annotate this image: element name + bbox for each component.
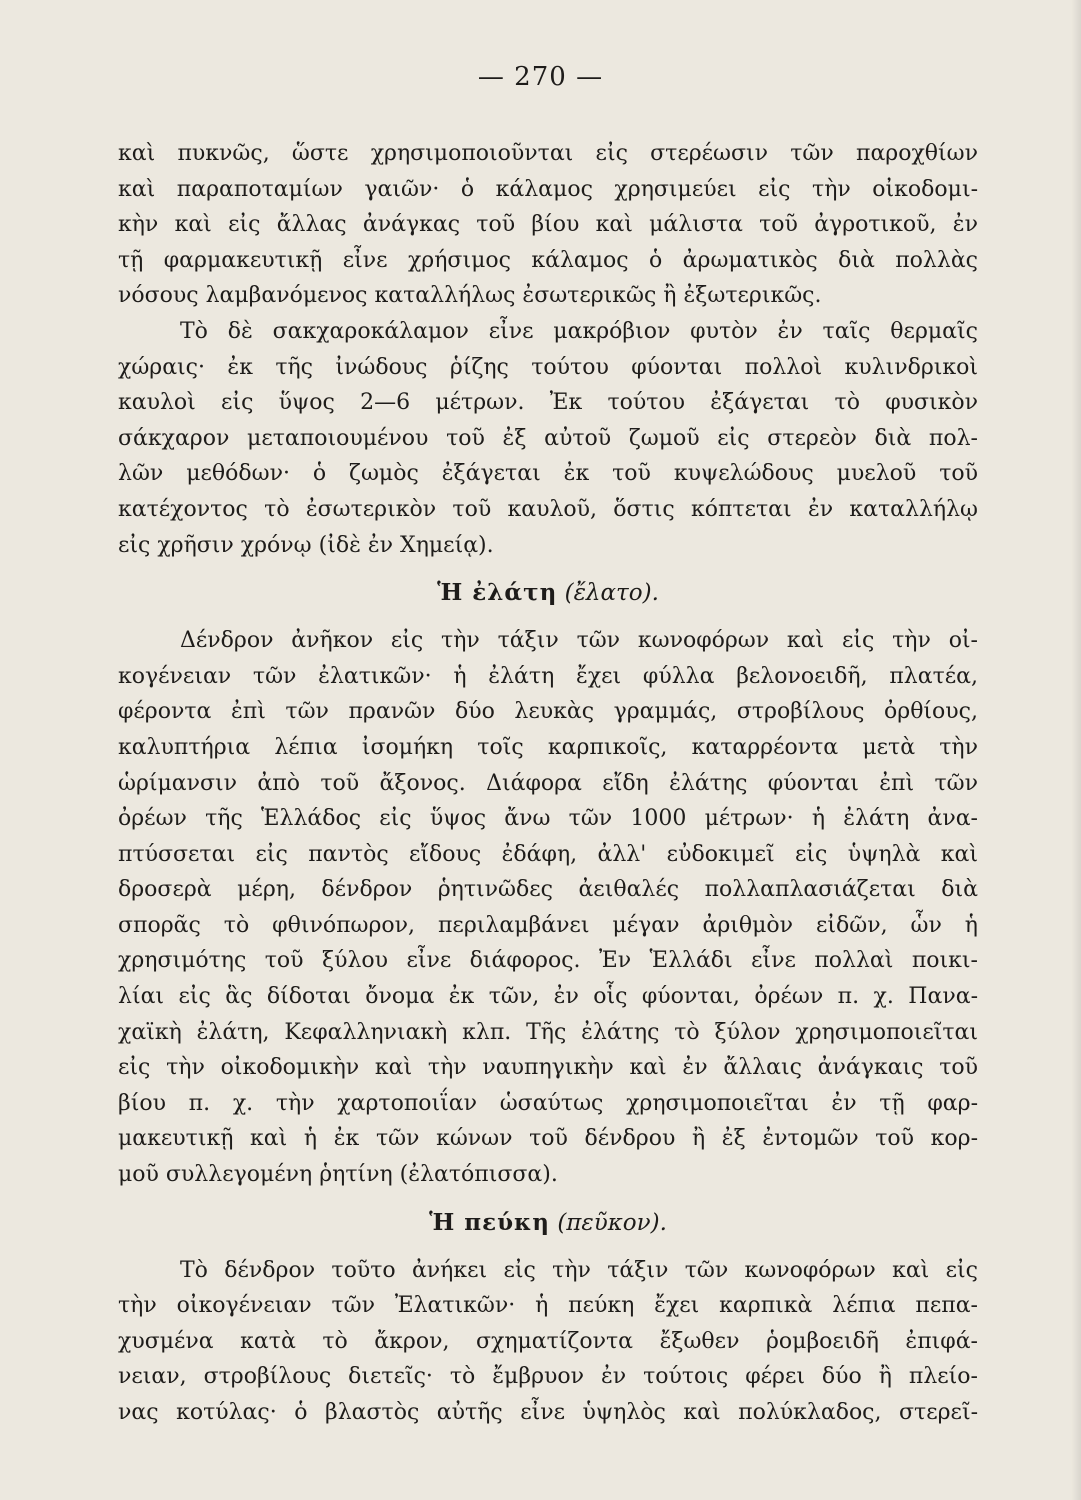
text-line: λίαι εἰς ἃς δίδοται ὄνομα ἐκ τῶν, ἐν οἷς φύονται, ὀρέων π. χ. Πανα- bbox=[118, 984, 978, 1010]
text-line: ὀρέων τῆς Ἑλλάδος εἰς ὕψος ἄνω τῶν 1000 μέτρων· ἡ ἐλάτη ἀνα- bbox=[118, 806, 978, 832]
heading-title: Ἡ ἐλάτη bbox=[437, 579, 558, 607]
text-line: πτύσσεται εἰς παντὸς εἴδους ἐδάφη, ἀλλ' εὐδοκιμεῖ εἰς ὑψηλὰ καὶ bbox=[118, 841, 978, 867]
page-edge-shadow bbox=[1071, 0, 1081, 1500]
page-number: — 270 — bbox=[477, 62, 604, 92]
heading-title: Ἡ πεύκη bbox=[429, 1208, 550, 1236]
text-line: καλυπτήρια λέπια ἰσομήκη τοῖς καρπικοῖς, καταρρέοντα μετὰ τὴν bbox=[118, 734, 978, 760]
text-line: κατέχοντος τὸ ἐσωτερικὸν τοῦ καυλοῦ, ὅστις κόπτεται ἐν καταλλήλῳ bbox=[118, 496, 978, 522]
text-line: φέροντα ἐπὶ τῶν πρανῶν δύο λευκὰς γραμμάς, στροβίλους ὀρθίους, bbox=[118, 699, 978, 725]
heading-subtitle: (πεῦκον). bbox=[557, 1209, 667, 1236]
text-line: χυσμένα κατὰ τὸ ἄκρον, σχηματίζοντα ἔξωθεν ῥομβοειδῆ ἐπιφά- bbox=[118, 1328, 978, 1354]
paragraph-peuki bbox=[118, 1253, 978, 1431]
text-line: κογένειαν τῶν ἐλατικῶν· ἡ ἐλάτη ἔχει φύλλα βελονοειδῆ, πλατέα, bbox=[118, 663, 978, 689]
paragraph-sakcharokalamon bbox=[118, 314, 978, 563]
section-heading-peuki bbox=[118, 1193, 978, 1253]
text-line: Τὸ δὲ σακχαροκάλαμον εἶνε μακρόβιον φυτὸν ἐν ταῖς θερμαῖς bbox=[180, 318, 978, 344]
text-line: ὡρίμανσιν ἀπὸ τοῦ ἄξονος. Διάφορα εἴδη ἐλάτης φύονται ἐπὶ τῶν bbox=[118, 770, 978, 796]
paragraph-elati bbox=[118, 623, 978, 1193]
text-line: εἰς τὴν οἰκοδομικὴν καὶ τὴν ναυπηγικὴν καὶ ἐν ἄλλαις ἀνάγκαις τοῦ bbox=[118, 1055, 978, 1081]
paragraph-kalamos bbox=[118, 136, 978, 314]
text-line: χώραις· ἐκ τῆς ἰνώδους ῥίζης τούτου φύονται πολλοὶ κυλινδρικοὶ bbox=[118, 354, 978, 380]
text-line: καὶ παραποταμίων γαιῶν· ὁ κάλαμος χρησιμεύει εἰς τὴν οἰκοδομι- bbox=[118, 176, 978, 202]
text-line: σάκχαρον μεταποιουμένου τοῦ ἐξ αὐτοῦ ζωμοῦ εἰς στερεὸν διὰ πολ- bbox=[118, 425, 978, 451]
text-line: νειαν, στροβίλους διετεῖς· τὸ ἔμβρυον ἐν τούτοις φέρει δύο ἢ πλείο- bbox=[118, 1364, 978, 1390]
text-line: νας κοτύλας· ὁ βλαστὸς αὐτῆς εἶνε ὑψηλὸς καὶ πολύκλαδος, στερεῖ- bbox=[118, 1400, 978, 1425]
text-line: δροσερὰ μέρη, δένδρον ῥητινῶδες ἀειθαλές πολλαπλασιάζεται διὰ bbox=[118, 877, 978, 903]
text-line: λῶν μεθόδων· ὁ ζωμὸς ἐξάγεται ἐκ τοῦ κυψελώδους μυελοῦ τοῦ bbox=[118, 461, 978, 487]
text-line: καυλοὶ εἰς ὕψος 2—6 μέτρων. Ἐκ τούτου ἐξάγεται τὸ φυσικὸν bbox=[118, 390, 978, 416]
text-line: εἰς χρῆσιν χρόνῳ (ἰδὲ ἐν Χημείᾳ). bbox=[118, 532, 494, 558]
heading-subtitle: (ἔλατο). bbox=[564, 580, 659, 607]
text-line: νόσους λαμβανόμενος καταλλήλως ἐσωτερικῶς ἢ ἐξωτερικῶς. bbox=[118, 283, 822, 309]
text-line: μοῦ συλλεγομένη ῥητίνη (ἐλατόπισσα). bbox=[118, 1162, 558, 1188]
text-line: Δένδρον ἀνῆκον εἰς τὴν τάξιν τῶν κωνοφόρων καὶ εἰς τὴν οἰ- bbox=[180, 628, 978, 654]
text-line: σπορᾶς τὸ φθινόπωρον, περιλαμβάνει μέγαν ἀριθμὸν εἰδῶν, ὧν ἡ bbox=[118, 912, 978, 938]
text-line: χαϊκὴ ἐλάτη, Κεφαλληνιακὴ κλπ. Τῆς ἐλάτης τὸ ξύλον χρησιμοποιεῖται bbox=[118, 1019, 978, 1045]
text-line: τῇ φαρμακευτικῇ εἶνε χρήσιμος κάλαμος ὁ ἀρωματικὸς διὰ πολλὰς bbox=[118, 247, 978, 273]
text-line: καὶ πυκνῶς, ὥστε χρησιμοποιοῦνται εἰς στερέωσιν τῶν παροχθίων bbox=[118, 141, 978, 166]
text-body bbox=[118, 136, 978, 1431]
text-line: κὴν καὶ εἰς ἄλλας ἀνάγκας τοῦ βίου καὶ μάλιστα τοῦ ἀγροτικοῦ, ἐν bbox=[118, 212, 978, 238]
text-line: τὴν οἰκογένειαν τῶν Ἐλατικῶν· ἡ πεύκη ἔχει καρπικὰ λέπια πεπα- bbox=[118, 1293, 978, 1319]
section-heading-elati bbox=[118, 563, 978, 623]
text-line: χρησιμότης τοῦ ξύλου εἶνε διάφορος. Ἐν Ἑλλάδι εἶνε πολλαὶ ποικι- bbox=[118, 948, 978, 974]
text-line: Τὸ δένδρον τοῦτο ἀνήκει εἰς τὴν τάξιν τῶν κωνοφόρων καὶ εἰς bbox=[180, 1257, 978, 1283]
text-line: βίου π. χ. τὴν χαρτοποιΐαν ὡσαύτως χρησιμοποιεῖται ἐν τῇ φαρ- bbox=[118, 1090, 978, 1116]
text-line: μακευτικῇ καὶ ἡ ἐκ τῶν κώνων τοῦ δένδρου ἢ ἐξ ἐντομῶν τοῦ κορ- bbox=[118, 1126, 978, 1152]
